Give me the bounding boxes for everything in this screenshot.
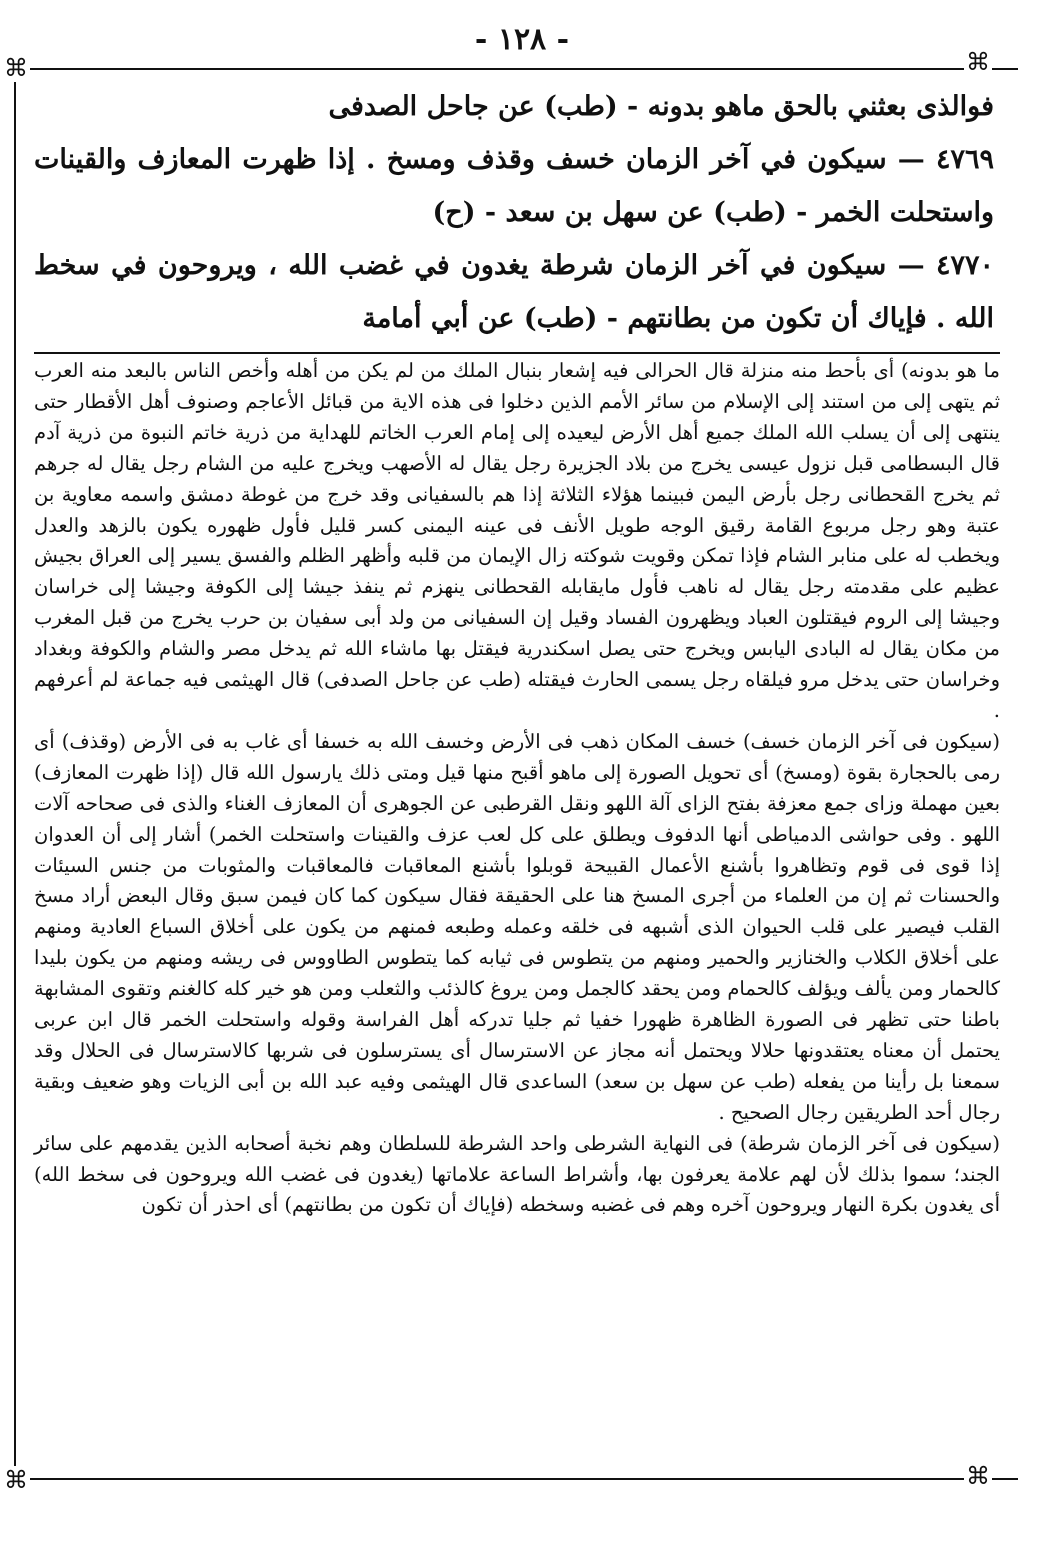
corner-ornament-icon: ⌘ bbox=[966, 1462, 990, 1490]
commentary-section bbox=[34, 356, 1000, 1221]
section-divider bbox=[34, 352, 1000, 354]
hadith-paragraph: ٤٧٦٩ — سيكون في آخر الزمان خسف وقذف ومسخ . إذا ظهرت المعازف والقينات واستحلت الخمر - (طب) عن سهل بن سعد - (ح) bbox=[34, 144, 994, 228]
corner-ornament-icon: ⌘ bbox=[4, 1466, 28, 1494]
commentary-paragraph: (سيكون فى آخر الزمان شرطة) فى النهاية الشرطى واحد الشرطة للسلطان وهم نخبة أصحابه الذين يقدمهم على سائر الجند؛ سموا بذلك لأن لهم علامة يعرفون بها، وأشراط الساعة علاماتها (يغدون فى غضب الله ويروحون فى سخط الله) أى يغدون بكرة النهار ويروحون آخره وهم فى غضبه وسخطه (فإياك أن تكون من بطانتهم) أى احذر أن تكون bbox=[34, 1131, 1000, 1217]
commentary-paragraph: ما هو بدونه) أى بأحط منه منزلة قال الحرالى فيه إشعار بنبال الملك من لم يكن من أهله وأخص الناس بالبعد منه العرب ثم يتهى إلى من استند إلى الإسلام من سائر الأمم الذين دخلوا فى هذه الاية من قبائل الأعاجم وصنوف أهل الأقطار حتى ينتهى إلى أن يسلب الله الملك جميع أهل الأرض ليعيده إلى إمام العرب الخاتم للهداية من ذرية خاتم النبوة من ذرية آدم قال البسطامى قبل نزول عيسى يخرج من بلاد الجزيرة رجل يقال له الأصهب ويخرج عليه من الشام رجل يقال له جرهم ثم يخرج القحطانى رجل بأرض اليمن فبينما هؤلاء الثلاثة إذا هم بالسفيانى وقد خرج من غوطة دمشق واسمه معاوية بن عتبة وهو رجل مربوع القامة رقيق الوجه طويل الأنف فى عينه اليمنى كسر قليل فأول ظهوره يكون بالزهد والعدل ويخطب له على منابر الشام فإذا تمكن وقويت شوكته زال الإيمان من قلبه وأظهر الظلم والفسق يسير إلى العراق بجيش عظيم على مقدمته رجل يقال له ناهب فأول مايقابله القحطانى ينهزم ثم ينفذ جيشا إلى الكوفة وجيشا إلى خراسان وجيشا إلى الروم فيقتلون العباد ويظهرون الفساد وقيل إن السفيانى من ولد أبى سفيان بن حرب يخرج من قبل المغرب من مكان يقال له البادى اليابس ويخرج حتى يصل اسكندرية فيقتل بها ماشاء الله ثم يدخل مصر والشام والكوفة وبغداد وخراسان حتى يدخل مرو فيلقاه رجل يسمى الحارث فيقتله (طب عن جاحل الصدفى) قال الهيثمى فيه جماعة لم أعرفهم . bbox=[34, 359, 1000, 722]
hadith-text-section bbox=[34, 80, 994, 345]
corner-ornament-icon: ⌘ bbox=[4, 54, 28, 82]
corner-ornament-icon: ⌘ bbox=[966, 48, 990, 76]
frame-top-rule bbox=[14, 68, 1018, 70]
hadith-paragraph: فوالذى بعثني بالحق ماهو بدونه - (طب) عن جاحل الصدفى bbox=[328, 91, 994, 122]
page-number: - ١٢٨ - bbox=[474, 22, 570, 57]
frame-bottom-rule bbox=[14, 1478, 1018, 1480]
hadith-paragraph: ٤٧٧٠ — سيكون في آخر الزمان شرطة يغدون في غضب الله ، ويروحون في سخط الله . فإياك أن تكون من بطانتهم - (طب) عن أبي أمامة bbox=[34, 250, 994, 334]
frame-left-rule bbox=[14, 68, 16, 1480]
commentary-paragraph: (سيكون فى آخر الزمان خسف) خسف المكان ذهب فى الأرض وخسف الله به خسفا أى غاب به فى الأرض (وقذف) أى رمى بالحجارة بقوة (ومسخ) أى تحويل الصورة إلى ماهو أقبح منها قيل ومتى ذلك يارسول الله قال (إذا ظهرت المعازف) بعين مهملة وزاى جمع معزفة بفتح الزاى آلة اللهو ونقل القرطبى عن الجوهرى أن المعازف الغناء والذى فى صحاحه آلات اللهو . وفى حواشى الدمياطى أنها الدفوف ويطلق على كل لعب عزف والقينات واستحلت الخمر) أشار إلى أن العدوان إذا قوى فى قوم وتظاهروا بأشنع الأعمال القبيحة قوبلوا بأشنع المعاقبات فالمعاقبات والمثوبات من جنس السيئات والحسنات ثم إن من العلماء من أجرى المسخ هنا على الحقيقة فقال سيكون كما كان فيمن سبق وقال البعض أراد مسخ القلب فيصير على قلب الحيوان الذى أشبهه فى خلقه وعمله وطبعه فمنهم من يكون على أخلاق السباع العادية ومنهم على أخلاق الكلاب والخنازير والحمير ومنهم من يتطوس فى ثيابه كما يتطوس الطاووس فى ريشه ومنهم من يكون بليدا كالحمار ومن يألف ويؤلف كالحمام ومن يحقد كالجمل ومن يروغ كالذئب والثعلب ومن هو خير كله كالغنم وتقوى المشابهة باطنا حتى تظهر فى الصورة الظاهرة ظهورا خفيا ثم جليا تدركه أهل الفراسة وقوله واستحلت الخمر قال ابن عربى يحتمل أن معناه يعتقدونها حلالا ويحتمل أنه مجاز عن الاسترسال أى يسترسلون فى شربها كالاسترسال فى الحلال وقد سمعنا بل رأينا من يفعله (طب عن سهل بن سعد) الساعدى قال الهيثمى وفيه عبد الله بن أبى الزيات وهو ضعيف وبقية رجال أحد الطريقين رجال الصحيح . bbox=[34, 729, 1000, 1124]
